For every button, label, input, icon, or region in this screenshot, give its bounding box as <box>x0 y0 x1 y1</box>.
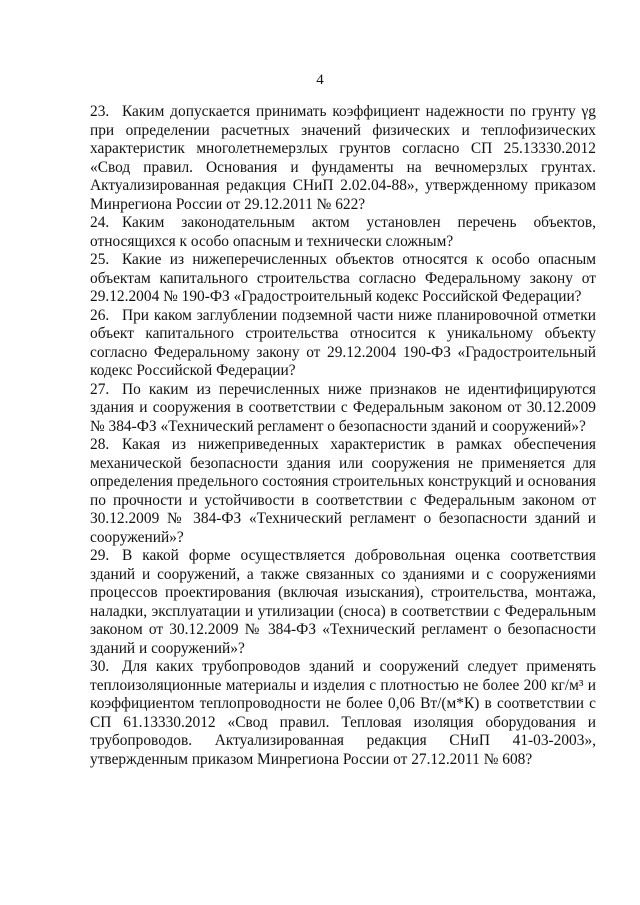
question-29 <box>90 547 596 658</box>
question-30 <box>90 658 596 769</box>
question-23 <box>90 103 596 214</box>
page-number: 4 <box>316 72 324 88</box>
question-26 <box>90 307 596 381</box>
question-number: 25. <box>90 251 110 268</box>
question-text: Каким допускается принимать коэффициент надежности по грунту γg при определении расчетных значений физических и теплофизических характеристик многолетнемерзлых грунтов согласно СП 25.13330.2012 «Свод правил. Основания и фундаменты на вечномерзлых грунтах. Актуализированная редакция СНиП 2.02.04-88», утвержденному приказом Минрегиона России от 29.12.2011 № 622? <box>90 103 596 213</box>
question-28 <box>90 436 596 547</box>
question-text: При каком заглублении подземной части ниже планировочной отметки объект капитального строительства относится к уникальному объекту согласно Федеральному закону от 29.12.2004 190-ФЗ «Градостроительный кодекс Российской Федерации? <box>90 306 596 379</box>
question-25 <box>90 251 596 307</box>
question-text: Для каких трубопроводов зданий и сооружений следует применять теплоизоляционные материалы и изделия с плотностью не более 200 кг/м³ и коэффициентом теплопроводности не более 0,06 Вт/(м*К) в соответствии с СП 61.13330.2012 «Свод правил. Тепловая изоляция оборудования и трубопроводов. Актуализированная редакция СНиП 41-03-2003», утвержденным приказом Минрегиона России от 27.12.2011 № 608? <box>90 658 596 768</box>
questions-list <box>90 103 596 769</box>
question-text: По каким из перечисленных ниже признаков не идентифицируются здания и сооружения в соответствии с Федеральным законом от 30.12.2009 № 384-ФЗ «Технический регламент о безопасности зданий и сооружений»? <box>90 380 596 435</box>
question-number: 30. <box>90 658 110 675</box>
question-number: 27. <box>90 380 110 398</box>
question-24 <box>90 214 596 251</box>
question-number: 23. <box>90 103 110 120</box>
question-number: 29. <box>90 547 110 564</box>
question-text: Какие из нижеперечисленных объектов относятся к особо опасным объектам капитального строительства согласно Федеральному закону от 29.12.2004 № 190-ФЗ «Градостроительный кодекс Российской Федерации? <box>90 251 596 305</box>
question-text: Какая из нижеприведенных характеристик в рамках обеспечения механической безопасности здания или сооружения не применяется для определения предельного состояния строительных конструкций и основания по прочности и устойчивости в соответствии с Федеральным законом от 30.12.2009 № 384-ФЗ «Технический регламент о безопасности зданий и сооружений»? <box>90 436 597 546</box>
question-text: Каким законодательным актом установлен перечень объектов, относящихся к особо опасным и технически сложным? <box>90 214 596 250</box>
question-27 <box>90 381 596 437</box>
question-number: 24. <box>90 214 110 231</box>
question-number: 28. <box>90 436 110 453</box>
question-text: В какой форме осуществляется добровольная оценка соответствия зданий и сооружений, а также связанных со зданиями и с сооружениями процессов проектирования (включая изыскания), строительства, монтажа, наладки, эксплуатации и утилизации (сноса) в соответствии с Федеральным законом от 30.12.2009 № 384-ФЗ «Технический регламент о безопасности зданий и сооружений»? <box>90 547 596 657</box>
question-number: 26. <box>90 306 110 324</box>
